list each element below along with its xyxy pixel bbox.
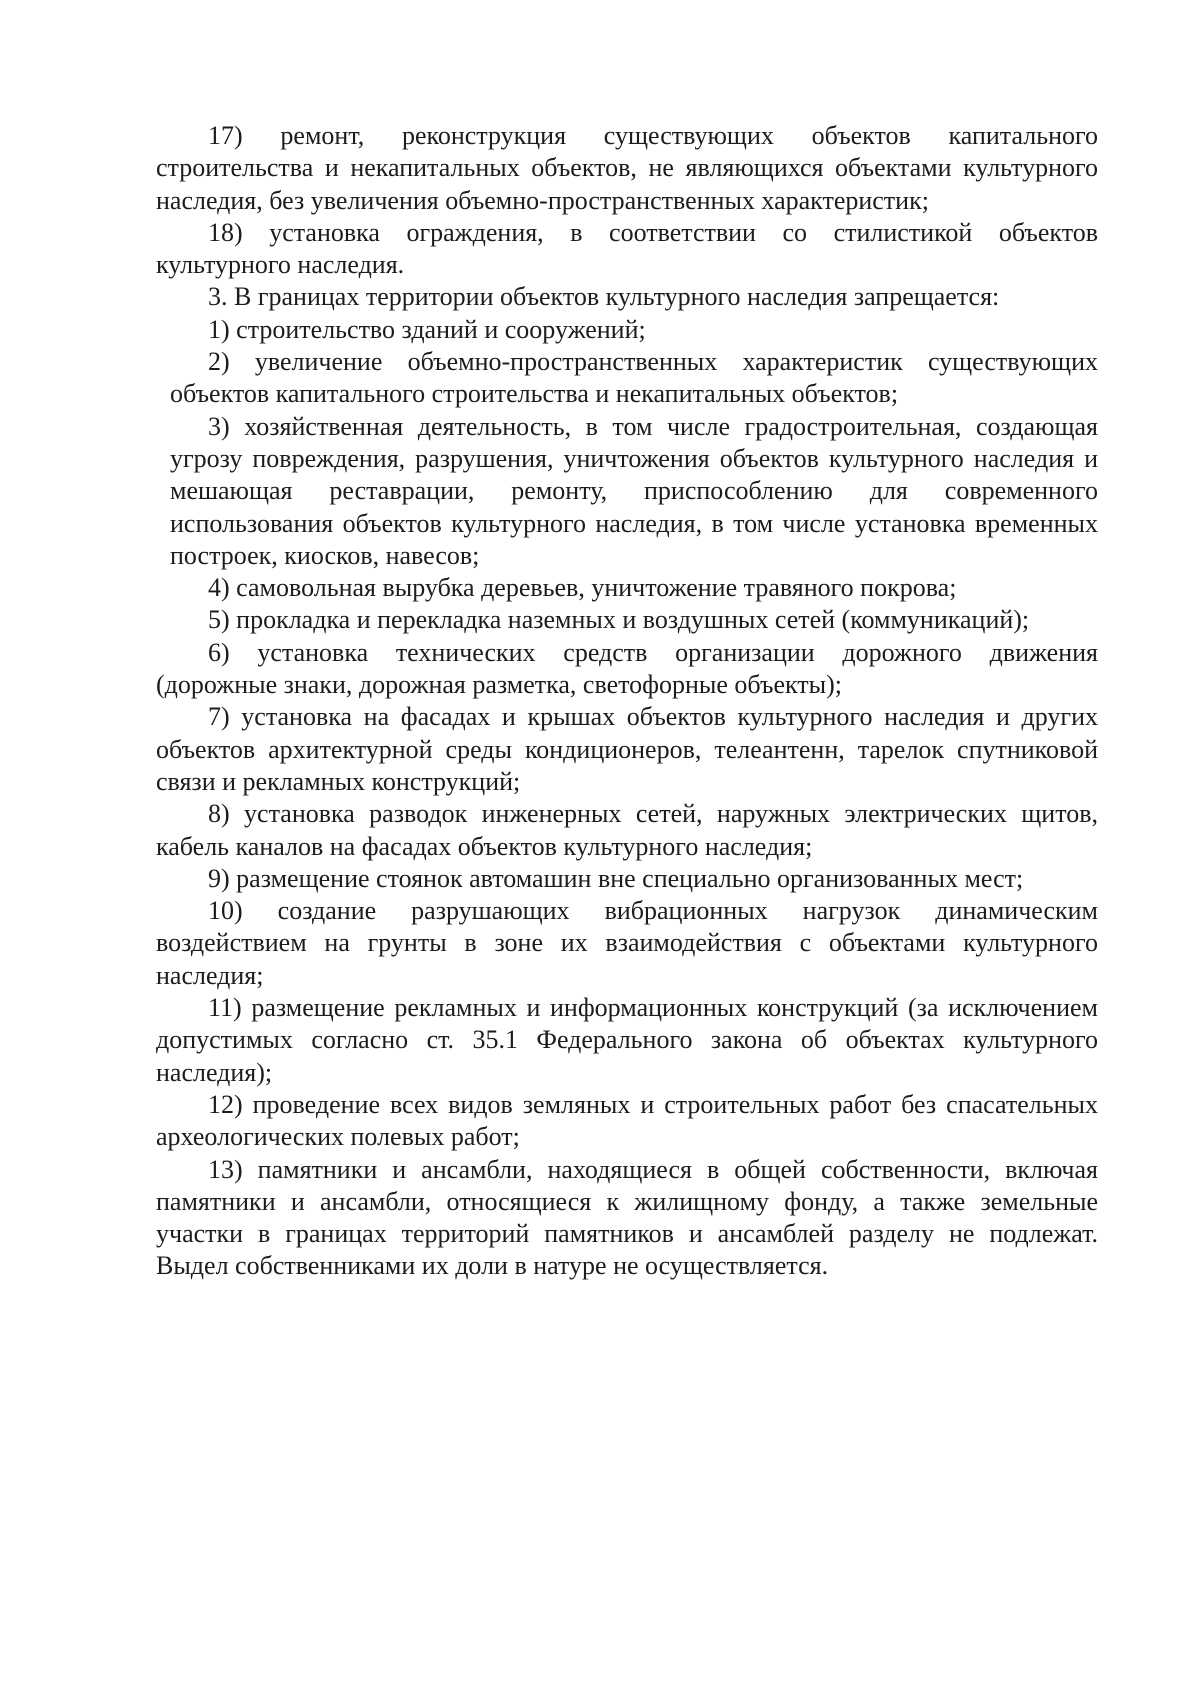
paragraph-item-17: 17) ремонт, реконструкция существующих объектов капитального строительства и некапитальных объектов, не являющихся объектами культурного наследия, без увеличения объемно-пространственных характеристик; — [156, 121, 1098, 215]
paragraph-prohibition-10: 10) создание разрушающих вибрационных нагрузок динамическим воздействием на грунты в зоне их взаимодействия с объектами культурного наследия; — [156, 896, 1098, 990]
paragraph-prohibition-8: 8) установка разводок инженерных сетей, наружных электрических щитов, кабель каналов на фасадах объектов культурного наследия; — [156, 799, 1098, 861]
paragraph-prohibition-6: 6) установка технических средств организации дорожного движения (дорожные знаки, дорожная разметка, светофорные объекты); — [156, 637, 1098, 700]
paragraph-prohibition-4: 4) самовольная вырубка деревьев, уничтожение травяного покрова; — [208, 573, 957, 603]
paragraph-prohibition-11: 11) размещение рекламных и информационных конструкций (за исключением допустимых согласно ст. 35.1 Федерального закона об объектах культурного наследия); — [156, 993, 1098, 1087]
paragraph-prohibition-13: 13) памятники и ансамбли, находящиеся в общей собственности, включая памятники и ансамбли, относящиеся к жилищному фонду, а также земельные участки в границах территорий памятников и ансамблей разделу не подлежат. Выдел собственниками их доли в натуре не осуществляется. — [156, 1154, 1098, 1281]
paragraph-prohibition-9: 9) размещение стоянок автомашин вне специально организованных мест; — [208, 863, 1024, 893]
paragraph-prohibition-5: 5) прокладка и перекладка наземных и воздушных сетей (коммуникаций); — [208, 605, 1030, 635]
document-body — [156, 120, 1098, 1283]
paragraph-prohibition-1: 1) строительство зданий и сооружений; — [208, 314, 646, 344]
paragraph-prohibition-12: 12) проведение всех видов земляных и строительных работ без спасательных археологических полевых работ; — [156, 1089, 1098, 1152]
paragraph-prohibition-2: 2) увеличение объемно-пространственных характеристик существующих объектов капитального строительства и некапитальных объектов; — [170, 347, 1098, 409]
paragraph-item-18: 18) установка ограждения, в соответствии со стилистикой объектов культурного наследия. — [156, 217, 1098, 280]
paragraph-section-3-heading: 3. В границах территории объектов культурного наследия запрещается: — [208, 282, 1000, 312]
paragraph-prohibition-3: 3) хозяйственная деятельность, в том числе градостроительная, создающая угрозу повреждения, разрушения, уничтожения объектов культурного наследия и мешающая реставрации, ремонту, приспособлению для современного использования объектов культурного наследия, в том числе установка временных построек, киосков, навесов; — [170, 411, 1098, 570]
paragraph-prohibition-7: 7) установка на фасадах и крышах объектов культурного наследия и других объектов архитектурной среды кондиционеров, телеантенн, тарелок спутниковой связи и рекламных конструкций; — [156, 702, 1098, 796]
